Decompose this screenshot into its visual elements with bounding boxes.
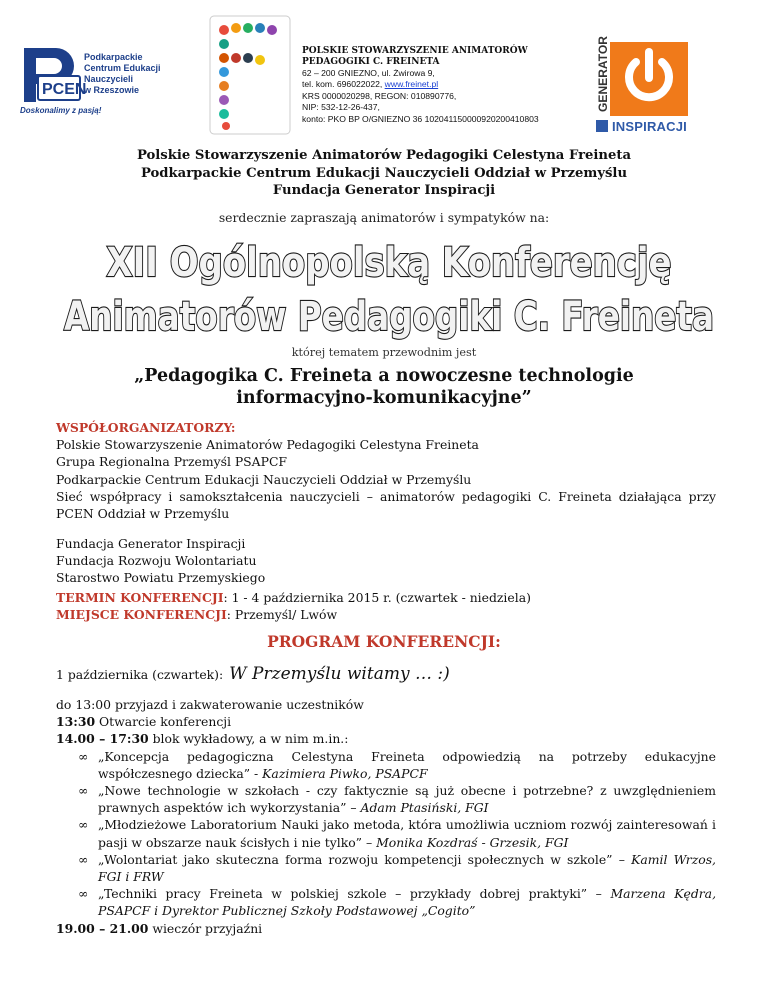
list-item: Fundacja Rozwoju Wolontariatu [56,553,257,569]
conference-details [56,589,716,623]
coorganizers-heading: WSPÓŁORGANIZATORZY: [56,420,236,435]
pcen-emblem-icon [20,44,87,104]
theme-intro: której tematem przewodnim jest [291,346,477,359]
list-item: Starostwo Powiatu Przemyskiego [56,570,266,586]
pcen-motto: Doskonalimy z pasją! [20,106,102,115]
infinity-bullet-icon: ∞ [78,817,89,833]
conference-title-line1: XII Ogólnopolską Konferencję [106,240,672,286]
list-item: ∞ „Nowe technologie w szkołach - czy faktycznie są już obecne i potrzebne? z uwzględnieniem prawnych aspektów ich wykorzystania” – Adam Ptasiński, FGI [78,783,716,816]
infinity-bullet-icon: ∞ [78,783,89,799]
schedule-item: do 13:00 przyjazd i zakwaterowanie uczestników [56,697,364,712]
pcen-logo [20,44,190,124]
generator-inspiracji-logo: GENERATOR INSPIRACJI [596,36,687,134]
invitation-line: serdecznie zapraszają animatorów i sympatyków na: [218,210,550,225]
list-item: Podkarpackie Centrum Edukacji Nauczycieli Oddział w Przemyślu [56,471,472,487]
schedule-item: 19.00 – 21.00 wieczór przyjaźni [56,920,263,936]
list-item: Grupa Regionalna Przemyśl PSAPCF [56,454,288,470]
letterhead [0,14,768,140]
infinity-bullet-icon: ∞ [78,748,89,764]
term-line: TERMIN KONFERENCJI: 1 - 4 października 2015 r. (czwartek - niedziela) [56,590,531,605]
list-item: Fundacja Generator Inspiracji [56,536,246,551]
conference-title [44,232,734,340]
infinity-bullet-icon: ∞ [78,886,89,902]
list-item: ∞ „Techniki pracy Freineta w polskiej szkole – przykłady dobrej praktyki” – Marzena Kędra, PSAPCF i Dyrektor Publicznej Szkoły Podstawowej „Cogito” [78,886,717,919]
svg-text:GENERATOR: GENERATOR [596,36,610,112]
schedule-item: 14.00 – 17:30 blok wykładowy, a w nim m.in.: [56,731,349,747]
day1-header: 1 października (czwartek): W Przemyślu witamy … :) [56,664,450,684]
place-line: MIEJSCE KONFERENCJI: Przemyśl/ Lwów [56,607,338,623]
power-icon [610,42,688,116]
coorganizers-section [56,419,716,522]
list-item: ∞ „Koncepcja pedagogiczna Celestyna Freineta odpowiedzią na potrzeby edukacyjne współczesnego dziecka” - Kazimiera Piwko, PSAPCF [78,748,716,781]
partners-section [56,535,716,587]
infinity-bullet-icon: ∞ [78,851,89,867]
list-item: ∞ „Wolontariat jako skuteczna forma rozwoju kompetencji społecznych w szkole” – Kamil Wrzos, FGI i FRW [78,851,716,885]
conference-title-line2: Animatorów Pedagogiki C. Freineta [64,294,714,340]
program-heading: PROGRAM KONFERENCJI: [267,632,501,651]
conference-theme: „Pedagogika C. Freineta a nowoczesne technologie informacyjno-komunikacyjne” [134,366,634,408]
list-item: Sieć współpracy i samokształcenia nauczycieli – animatorów pedagogiki C. Freineta działająca przy PCEN Oddział w Przemyślu [56,488,716,522]
day1-motto: W Przemyślu witamy … :) [229,664,450,684]
generator-vertical-text [596,36,610,114]
organizers-list: Polskie Stowarzyszenie Animatorów Pedagogiki Celestyna Freineta Podkarpackie Centrum Edukacji Nauczycieli Oddział w Przemyślu Fundacja Generator Inspiracji [136,148,632,198]
program-schedule [56,696,716,937]
freinet-f-logo-icon [204,14,292,136]
association-info: POLSKIE STOWARZYSZENIE ANIMATORÓW PEDAGOGIKI C. FREINETA 62 – 200 GNIEZNO, ul. Żwirowa 9, tel. kom. 696022022, www.freinet.pl KRS 0000020298, REGON: 010890776, NIP: 532-12-26-437, konto: PKO BP O/GNIEZNO 36 102041150000920200410803 [302,46,539,124]
svg-text:PCEN: PCEN [42,81,87,98]
list-item: ∞ „Młodzieżowe Laboratorium Nauki jako metoda, która umożliwia uczniom rozwój zainteresowań i pasji w obszarze nauk ścisłych i nie tylko” – Monika Kozdraś - Grzesik, FGI [78,817,716,850]
list-item: Polskie Stowarzyszenie Animatorów Pedagogiki Celestyna Freineta [56,437,479,453]
website-link[interactable]: www.freinet.pl [384,79,439,90]
square-icon [596,120,608,132]
lecture-list [56,748,716,920]
pcen-name: Podkarpackie Centrum Edukacji Nauczycieli w Rzeszowie [84,52,161,95]
schedule-item: 13:30 Otwarcie konferencji [56,714,232,730]
